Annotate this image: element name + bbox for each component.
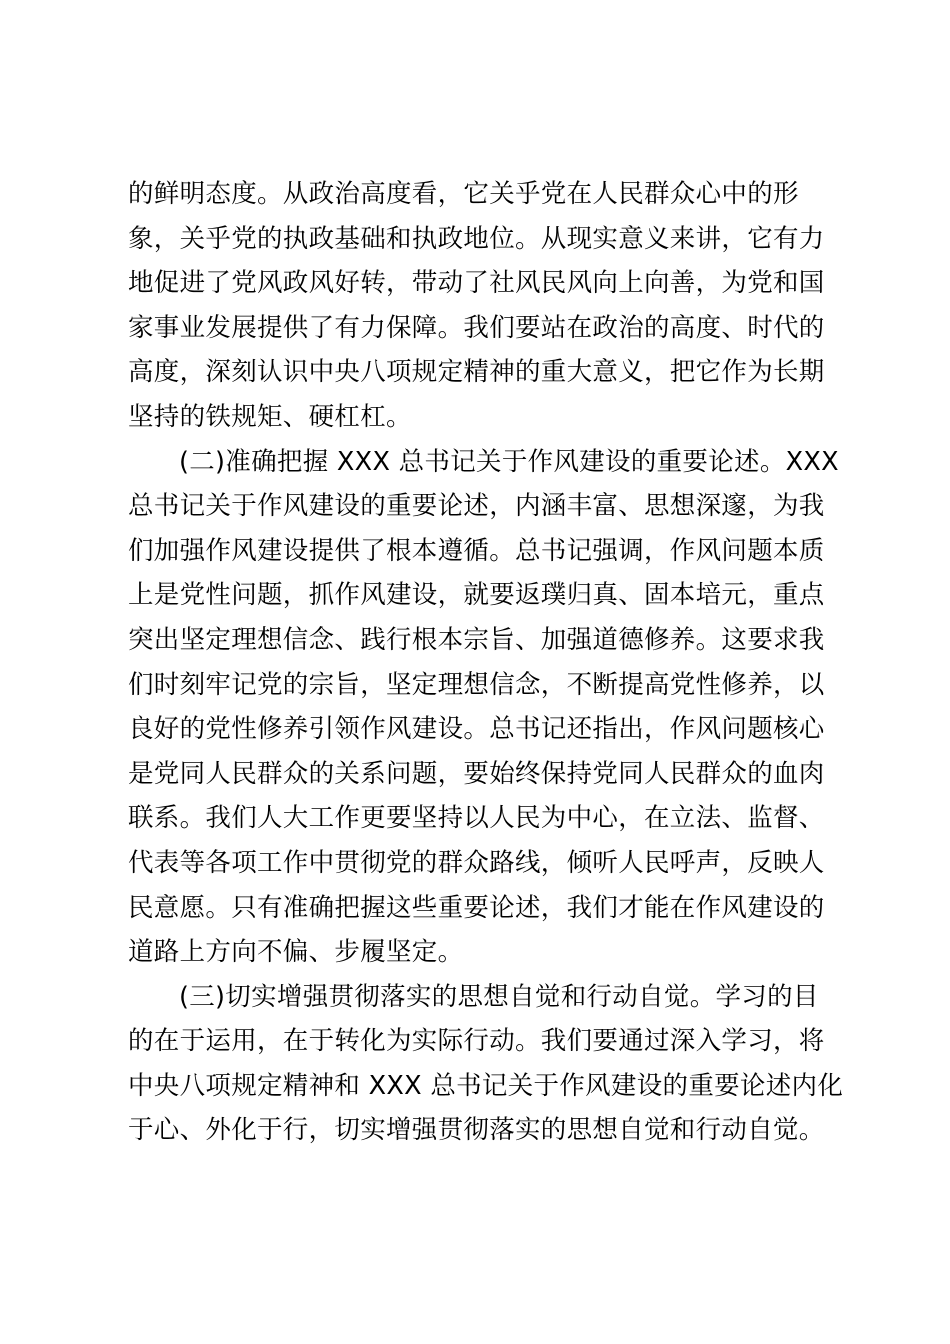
text-line: 中央八项规定精神和 XXX 总书记关于作风建设的重要论述内化 bbox=[128, 1070, 844, 1101]
text-line: 坚持的铁规矩、硬杠杠。 bbox=[128, 401, 412, 432]
text-line: 联系。我们人大工作更要坚持以人民为中心，在立法、监督、 bbox=[128, 803, 825, 834]
section-heading-line: (二)准确把握 XXX 总书记关于作风建设的重要论述。XXX bbox=[179, 446, 839, 477]
text-line: 地促进了党风政风好转，带动了社风民风向上向善，为党和国 bbox=[128, 268, 825, 299]
text-line: 高度，深刻认识中央八项规定精神的重大意义，把它作为长期 bbox=[128, 357, 825, 388]
document-body bbox=[128, 172, 844, 1153]
text-line: 总书记关于作风建设的重要论述，内涵丰富、思想深邃，为我 bbox=[128, 491, 825, 522]
text-line: 们加强作风建设提供了根本遵循。总书记强调，作风问题本质 bbox=[128, 535, 825, 566]
paragraph-section-three bbox=[128, 975, 844, 1153]
text-line: 象，关乎党的执政基础和执政地位。从现实意义来讲，它有力 bbox=[128, 223, 825, 254]
text-line: 道路上方向不偏、步履坚定。 bbox=[128, 937, 464, 968]
section-heading-line: (三)切实增强贯彻落实的思想自觉和行动自觉。学习的目 bbox=[179, 981, 819, 1012]
text-line: 家事业发展提供了有力保障。我们要站在政治的高度、时代的 bbox=[128, 312, 825, 343]
text-line: 们时刻牢记党的宗旨，坚定理想信念，不断提高党性修养，以 bbox=[128, 669, 825, 700]
text-line: 于心、外化于行，切实增强贯彻落实的思想自觉和行动自觉。 bbox=[128, 1115, 825, 1146]
paragraph-significance bbox=[128, 172, 832, 440]
text-line: 的在于运用，在于转化为实际行动。我们要通过深入学习，将 bbox=[128, 1026, 825, 1057]
text-line: 民意愿。只有准确把握这些重要论述，我们才能在作风建设的 bbox=[128, 892, 825, 923]
text-line: 是党同人民群众的关系问题，要始终保持党同人民群众的血肉 bbox=[128, 758, 825, 789]
text-line: 上是党性问题，抓作风建设，就要返璞归真、固本培元，重点 bbox=[128, 580, 825, 611]
text-line: 代表等各项工作中贯彻党的群众路线，倾听人民呼声，反映人 bbox=[128, 847, 825, 878]
paragraph-section-two bbox=[128, 440, 839, 975]
text-line: 的鲜明态度。从政治高度看，它关乎党在人民群众心中的形 bbox=[128, 179, 799, 209]
text-line: 良好的党性修养引领作风建设。总书记还指出，作风问题核心 bbox=[128, 714, 825, 745]
text-line: 突出坚定理想信念、践行根本宗旨、加强道德修养。这要求我 bbox=[128, 624, 825, 655]
